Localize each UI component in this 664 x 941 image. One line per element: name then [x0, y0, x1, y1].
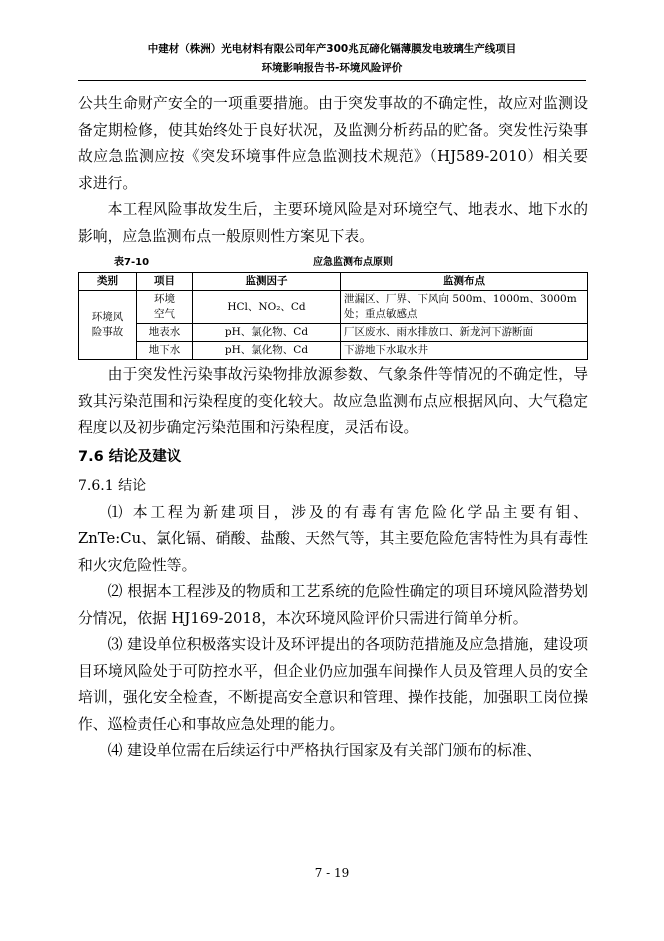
cell-points: 泄漏区、厂界、下风向 500m、1000m、3000m处；重点敏感点	[341, 291, 588, 324]
header-category: 类别	[79, 273, 137, 291]
header-report-title: 环境影响报告书-环境风险评价	[261, 62, 403, 74]
cell-factor: pH、氯化物、Cd	[193, 324, 341, 342]
table-number: 表7-10	[114, 257, 150, 268]
monitoring-points-table	[78, 272, 588, 360]
paragraph-risk-impact: 本工程风险事故发生后，主要环境风险是对环境空气、地表水、地下水的影响，应急监测布点一般原则性方案见下表。	[78, 201, 588, 245]
cell-category: 环境风险事故	[79, 291, 137, 360]
cell-item: 环境空气	[137, 291, 193, 324]
header-rule	[78, 80, 586, 81]
table-row	[79, 324, 588, 342]
conclusion-item-3: ⑶ 建设单位积极落实设计及环评提出的各项防范措施及应急措施，建设项目环境风险处于可防控水平，但企业仍应加强车间操作人员及管理人员的安全培训，强化安全检查，不断提高安全意识和管理、操作技能，加强职工岗位操作、巡检责任心和事故应急处理的能力。	[78, 636, 588, 733]
table-title: 应急监测布点原则	[313, 257, 393, 268]
header-points: 监测布点	[341, 273, 588, 291]
cell-item: 地下水	[137, 342, 193, 360]
paragraph-monitoring-maintenance: 公共生命财产安全的一项重要措施。由于突发事故的不确定性，故应对监测设备定期检修，使其始终处于良好状况，及监测分析药品的贮备。突发性污染事故应急监测应按《突发环境事件应急监测技术规范》（HJ589-2010）相关要求进行。	[78, 95, 588, 192]
section-heading: 7.6 结论及建议	[78, 448, 182, 465]
conclusion-item-1: ⑴ 本工程为新建项目，涉及的有毒有害危险化学品主要有钼、ZnTe:Cu、氯化镉、硝酸、盐酸、天然气等，其主要危险危害特性为具有毒性和火灾危险性等。	[78, 503, 588, 574]
page-number: 7 - 19	[314, 866, 350, 880]
page-header	[78, 40, 586, 81]
conclusion-item-2: ⑵ 根据本工程涉及的物质和工艺系统的危险性确定的项目环境风险潜势划分情况，依据 HJ169-2018，本次环境风险评价只需进行简单分析。	[78, 583, 588, 627]
cell-factor: HCl、NO₂、Cd	[193, 291, 341, 324]
header-factor: 监测因子	[193, 273, 341, 291]
table-row	[79, 291, 588, 324]
table-row	[79, 342, 588, 360]
header-item: 项目	[137, 273, 193, 291]
header-project-title: 中建材（株洲）光电材料有限公司年产300兆瓦碲化镉薄膜发电玻璃生产线项目	[147, 43, 517, 55]
subsection-heading: 7.6.1 结论	[78, 477, 147, 494]
cell-points: 下游地下水取水井	[341, 342, 588, 360]
cell-points: 厂区废水、雨水排放口、新龙河下游断面	[341, 324, 588, 342]
paragraph-layout-principle: 由于突发性污染事故污染物排放源参数、气象条件等情况的不确定性，导致其污染范围和污染程度的变化较大。故应急监测布点应根据风向、大气稳定程度以及初步确定污染范围和污染程度，灵活布设。	[78, 366, 588, 436]
page-body	[78, 91, 588, 765]
conclusion-item-4: ⑷ 建设单位需在后续运行中严格执行国家及有关部门颁布的标准、	[107, 742, 542, 759]
table-caption	[78, 254, 588, 272]
cell-factor: pH、氯化物、Cd	[193, 342, 341, 360]
cell-item: 地表水	[137, 324, 193, 342]
table-header-row	[79, 273, 588, 291]
